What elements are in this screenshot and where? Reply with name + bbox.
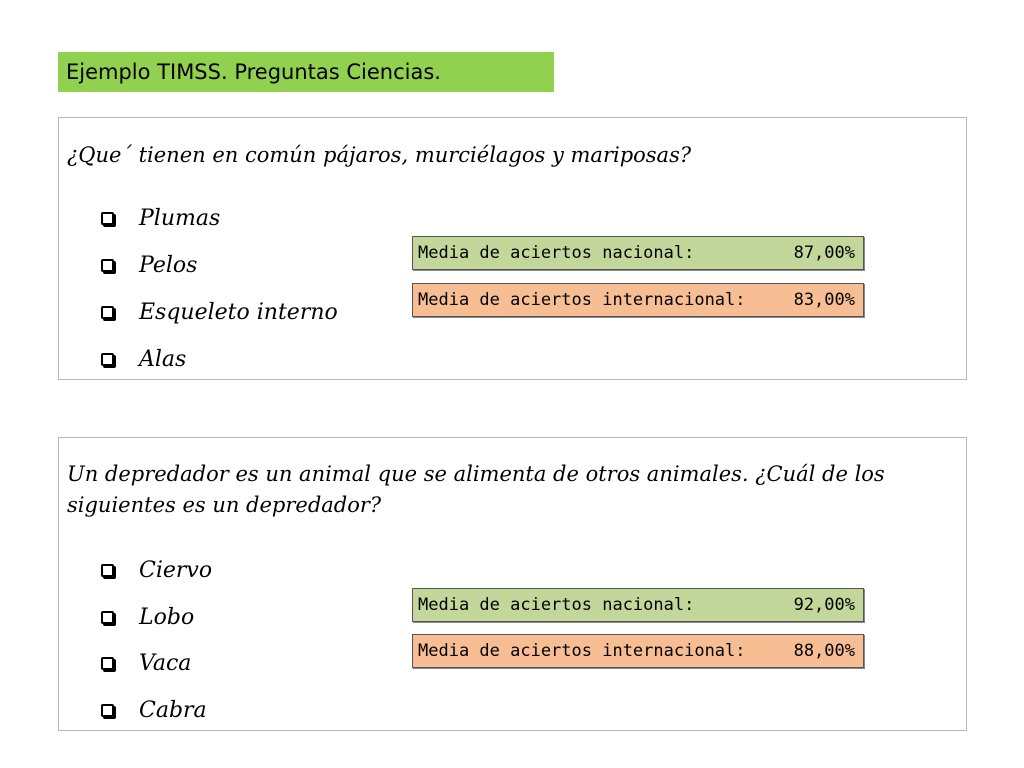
national-average-value: 92,00%: [793, 595, 855, 615]
checkbox-icon[interactable]: [101, 353, 114, 366]
national-average-label: Media de aciertos nacional:: [418, 595, 695, 615]
checkbox-icon[interactable]: [101, 259, 114, 272]
international-average-box: [412, 283, 864, 317]
question-text: ¿Que´ tienen en común pájaros, murciélagos y mariposas?: [67, 143, 692, 167]
national-average-box: [412, 236, 864, 270]
checkbox-icon[interactable]: [101, 704, 114, 717]
checkbox-icon[interactable]: [101, 306, 114, 319]
option-label: Esqueleto interno: [139, 299, 338, 325]
international-average-value: 83,00%: [793, 290, 855, 310]
option-plumas[interactable]: [101, 202, 220, 234]
option-label: Lobo: [139, 604, 195, 630]
option-label: Vaca: [139, 650, 192, 676]
option-label: Pelos: [139, 252, 198, 278]
checkbox-icon[interactable]: [101, 564, 114, 577]
international-average-label: Media de aciertos internacional:: [418, 290, 746, 310]
checkbox-icon[interactable]: [101, 212, 114, 225]
option-ciervo[interactable]: [101, 554, 212, 586]
question-text: Un depredador es un animal que se alimenta de otros animales. ¿Cuál de los siguientes es un depredador?: [67, 462, 885, 517]
international-average-label: Media de aciertos internacional:: [418, 641, 746, 661]
international-average-value: 88,00%: [793, 641, 855, 661]
national-average-box: [412, 588, 864, 622]
option-alas[interactable]: [101, 343, 186, 375]
option-label: Ciervo: [139, 557, 213, 583]
option-esqueleto-interno[interactable]: [101, 296, 338, 328]
option-lobo[interactable]: [101, 601, 194, 633]
checkbox-icon[interactable]: [101, 611, 114, 624]
question-card-2: [58, 437, 967, 731]
option-vaca[interactable]: [101, 647, 191, 679]
checkbox-icon[interactable]: [101, 657, 114, 670]
option-cabra[interactable]: [101, 694, 207, 726]
option-label: Alas: [139, 346, 187, 372]
option-label: Cabra: [139, 697, 207, 723]
question-card-1: [58, 117, 967, 380]
international-average-box: [412, 634, 864, 668]
slide-title: Ejemplo TIMSS. Preguntas Ciencias.: [58, 52, 554, 92]
national-average-label: Media de aciertos nacional:: [418, 243, 695, 263]
option-pelos[interactable]: [101, 249, 197, 281]
option-label: Plumas: [139, 205, 221, 231]
national-average-value: 87,00%: [793, 243, 855, 263]
